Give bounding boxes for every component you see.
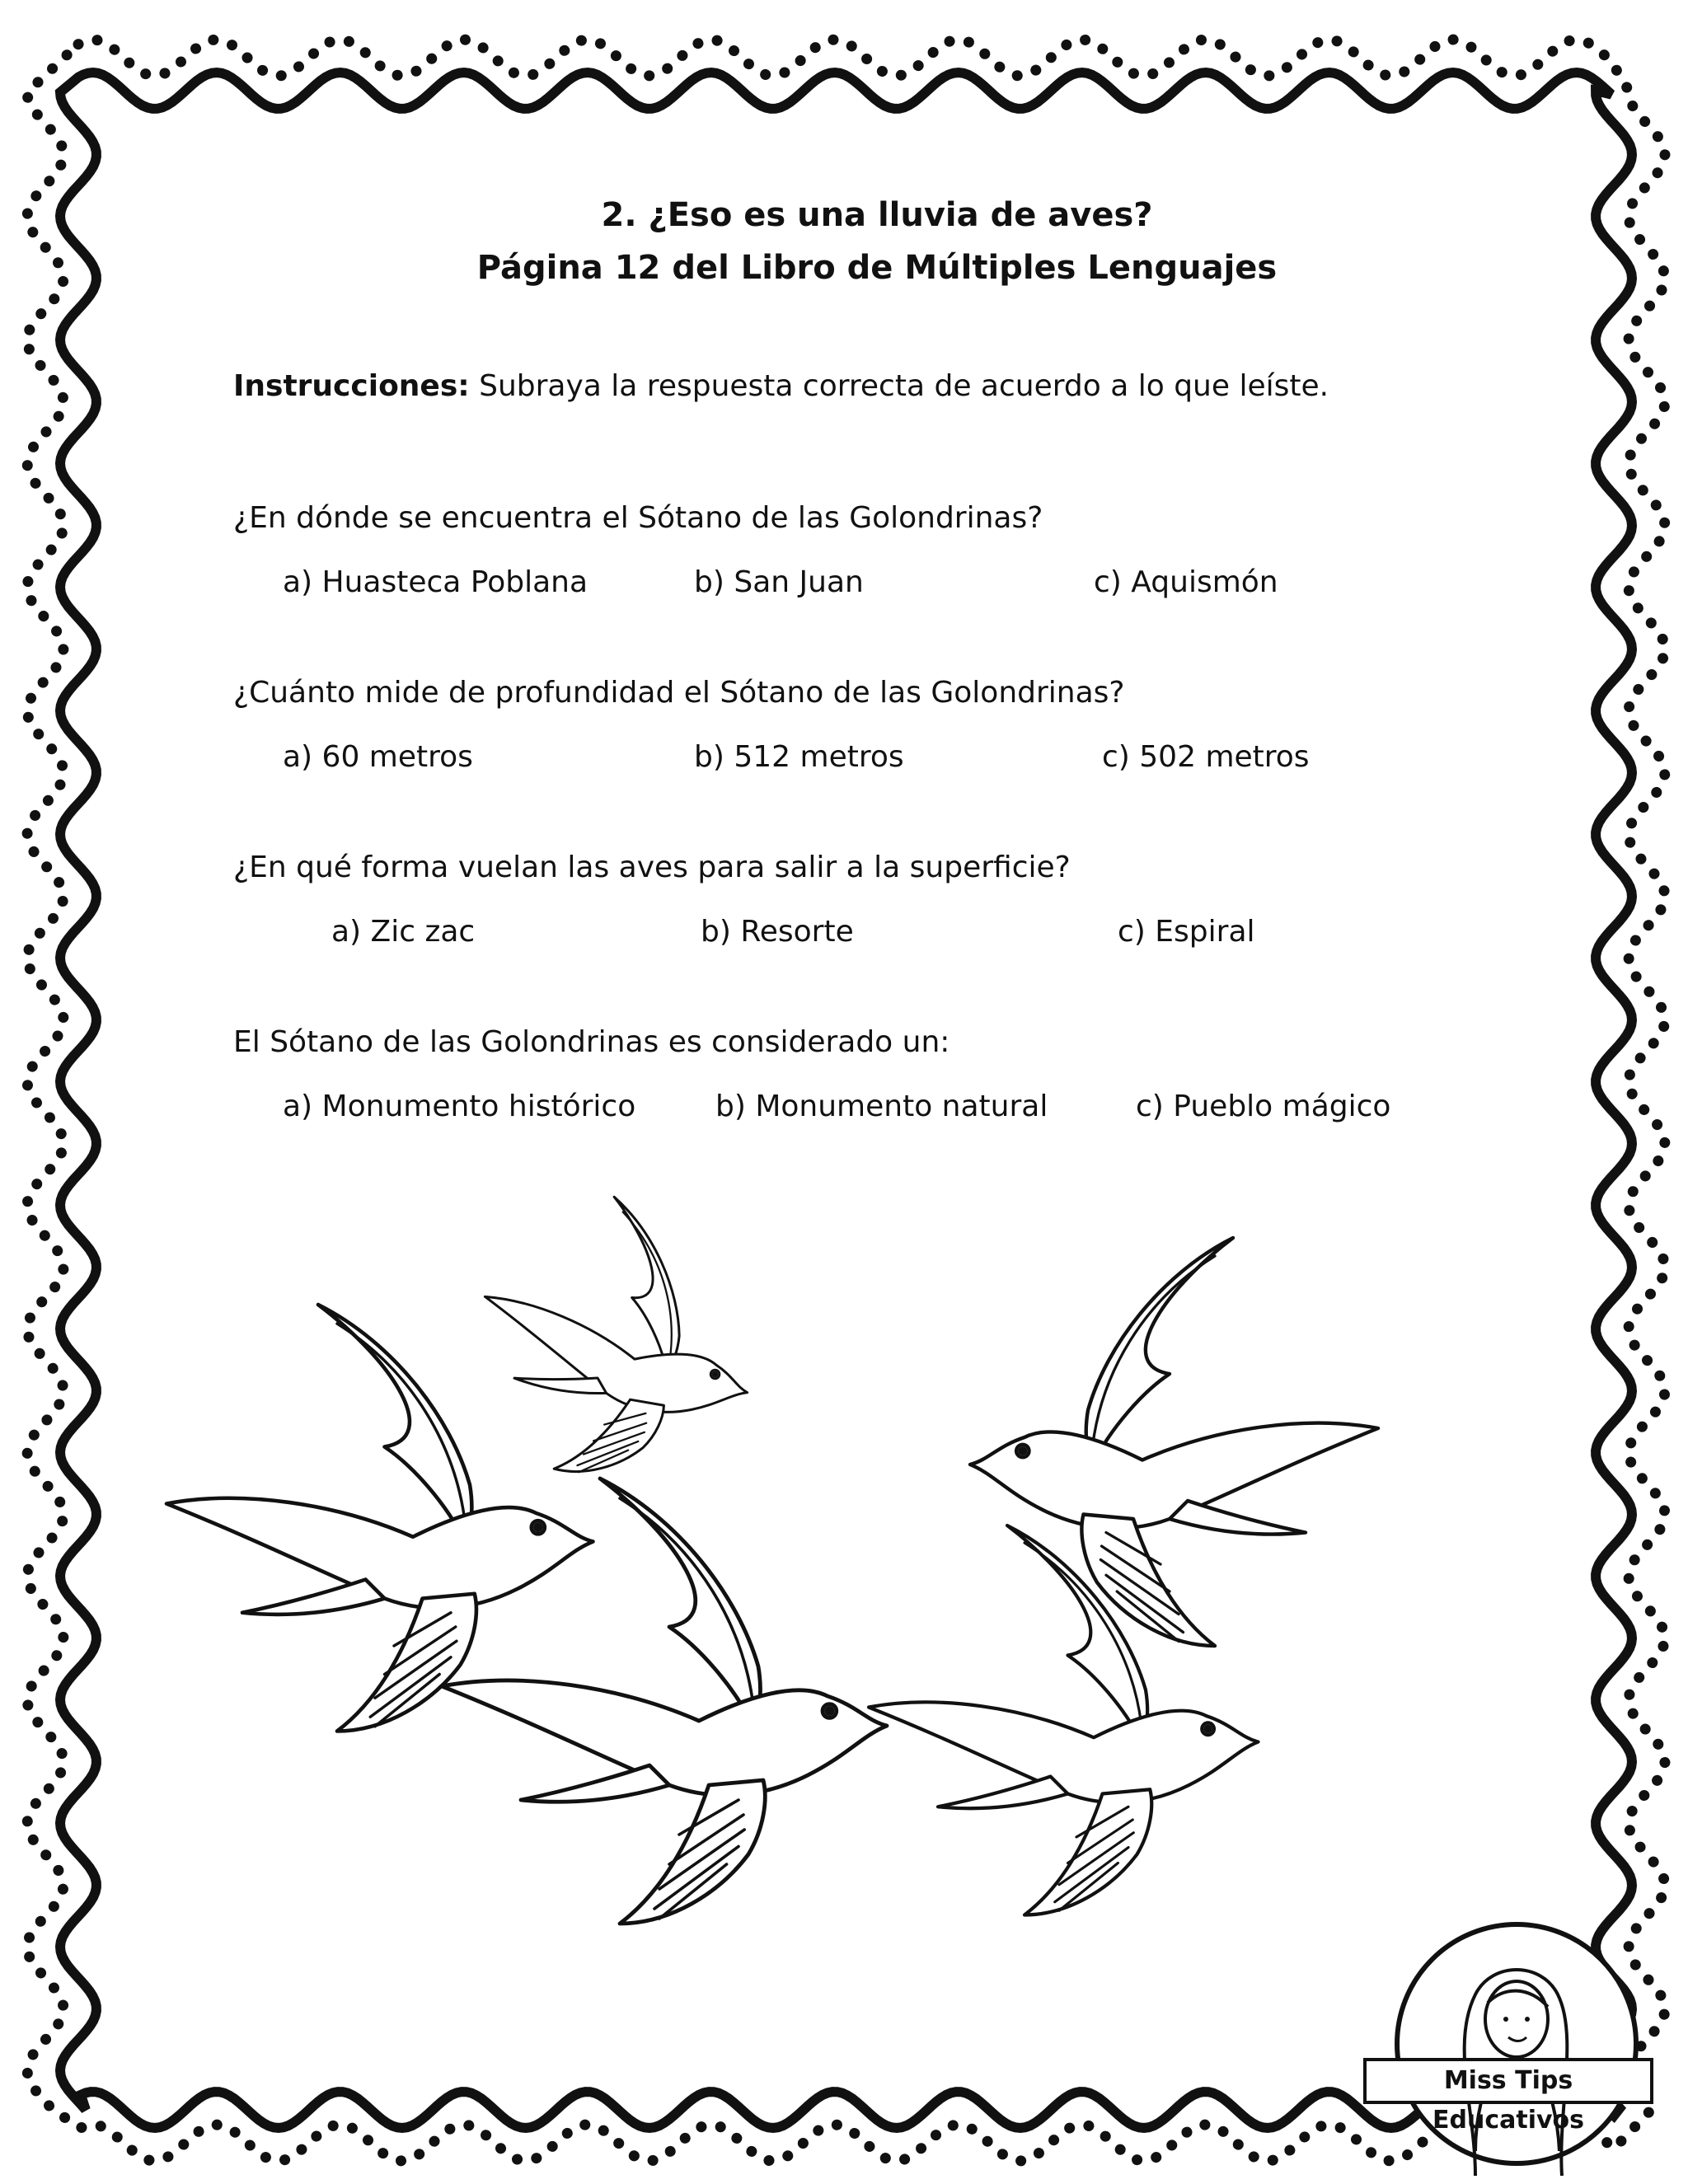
question-3: ¿En qué forma vuelan las aves para salir a la superficie? (233, 851, 1071, 884)
question-4-option-a[interactable]: a) Monumento histórico (283, 1090, 636, 1123)
question-1-option-c[interactable]: c) Aquismón (1094, 565, 1278, 599)
question-2-option-b[interactable]: b) 512 metros (694, 740, 904, 774)
swallow-birds-icon (132, 1162, 1451, 1945)
question-4: El Sótano de las Golondrinas es considerado un: (233, 1025, 950, 1059)
question-1-option-b[interactable]: b) San Juan (694, 565, 864, 599)
question-4-option-b[interactable]: b) Monumento natural (715, 1090, 1048, 1123)
instructions-label: Instrucciones: (233, 369, 470, 403)
question-1: ¿En dónde se encuentra el Sótano de las Golondrinas? (233, 501, 1043, 535)
question-4-option-c[interactable]: c) Pueblo mágico (1136, 1090, 1391, 1123)
swallow-3-icon (970, 1238, 1378, 1646)
question-2-option-c[interactable]: c) 502 metros (1102, 740, 1310, 774)
instructions-text: Subraya la respuesta correcta de acuerdo a lo que leíste. (469, 369, 1329, 403)
question-1-option-a[interactable]: a) Huasteca Poblana (283, 565, 588, 599)
swallow-2-icon (447, 1171, 787, 1511)
question-3-option-b[interactable]: b) Resorte (701, 915, 854, 949)
question-3-option-a[interactable]: a) Zic zac (331, 915, 476, 949)
question-2-option-a[interactable]: a) 60 metros (283, 740, 473, 774)
question-3-option-c[interactable]: c) Espiral (1118, 915, 1255, 949)
swallow-1-icon (166, 1305, 593, 1732)
worksheet-title: 2. ¿Eso es una lluvia de aves? (601, 196, 1153, 234)
swallow-5-icon (869, 1526, 1259, 1915)
logo-label: Miss Tips Educativos (1363, 2058, 1653, 2104)
worksheet-subtitle: Página 12 del Libro de Múltiples Lenguajes (476, 249, 1278, 287)
question-2: ¿Cuánto mide de profundidad el Sótano de las Golondrinas? (233, 676, 1125, 710)
instructions (233, 369, 1329, 403)
